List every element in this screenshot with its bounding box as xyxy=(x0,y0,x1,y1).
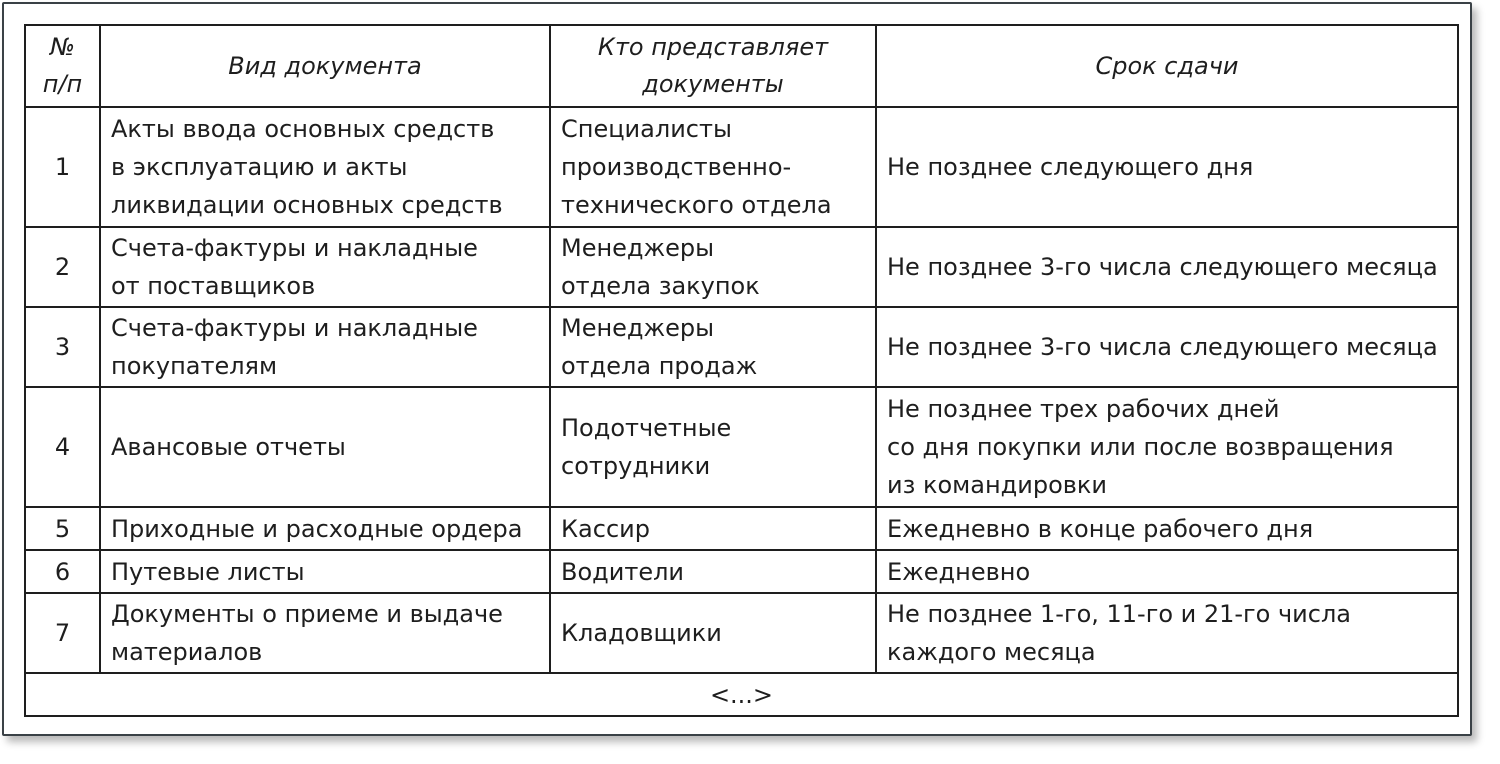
table-row xyxy=(25,107,1458,227)
cell-line: Кладовщики xyxy=(561,619,722,647)
cell-line: со дня покупки или после возвращения xyxy=(887,433,1394,461)
row-number: 2 xyxy=(25,227,100,307)
cell-line: от поставщиков xyxy=(111,272,316,300)
cell-deadline xyxy=(876,387,1458,507)
cell-line: Счета-фактуры и накладные xyxy=(111,234,478,262)
cell-line: отдела продаж xyxy=(561,352,758,380)
cell-line: Ежедневно в конце рабочего дня xyxy=(887,514,1314,543)
cell-submitted-by xyxy=(550,550,876,593)
row-number: 3 xyxy=(25,307,100,387)
cell-document-type xyxy=(100,387,550,507)
cell-line: Путевые листы xyxy=(111,557,305,586)
table-row xyxy=(25,227,1458,307)
cell-line: Водители xyxy=(561,557,685,586)
cell-submitted-by xyxy=(550,593,876,673)
cell-line: Подотчетные xyxy=(561,414,732,442)
table-row xyxy=(25,387,1458,507)
cell-line: Не позднее 3-го числа следующего месяца xyxy=(887,253,1438,281)
cell-submitted-by xyxy=(550,507,876,550)
cell-deadline xyxy=(876,107,1458,227)
row-number: 4 xyxy=(25,387,100,507)
header-deadline: Срок сдачи xyxy=(876,25,1458,107)
row-number: 5 xyxy=(25,507,100,550)
cell-line: Акты ввода основных средств xyxy=(111,115,495,143)
cell-deadline xyxy=(876,307,1458,387)
cell-line: Счета-фактуры и накладные xyxy=(111,314,478,342)
cell-deadline xyxy=(876,227,1458,307)
table-row xyxy=(25,507,1458,550)
header-number: № п/п xyxy=(25,25,100,107)
cell-line: покупателям xyxy=(111,352,278,380)
cell-line: сотрудники xyxy=(561,452,711,480)
cell-line: Не позднее 1-го, 11-го и 21-го числа xyxy=(887,600,1351,628)
cell-submitted-by xyxy=(550,387,876,507)
cell-line: в эксплуатацию и акты xyxy=(111,153,408,181)
cell-line: Не позднее трех рабочих дней xyxy=(887,395,1280,423)
cell-document-type xyxy=(100,507,550,550)
cell-document-type xyxy=(100,307,550,387)
document-schedule-table xyxy=(24,24,1459,717)
cell-line: каждого месяца xyxy=(887,638,1096,666)
continuation-row xyxy=(25,673,1458,716)
cell-document-type xyxy=(100,593,550,673)
cell-deadline xyxy=(876,507,1458,550)
continuation-marker: <...> xyxy=(25,673,1458,716)
row-number: 1 xyxy=(25,107,100,227)
cell-line: производственно- xyxy=(561,153,792,181)
cell-line: отдела закупок xyxy=(561,272,760,300)
cell-line: Авансовые отчеты xyxy=(111,433,346,461)
document-frame xyxy=(2,2,1472,736)
cell-deadline xyxy=(876,550,1458,593)
cell-line: Специалисты xyxy=(561,115,732,143)
cell-line: Ежедневно xyxy=(887,557,1031,586)
cell-document-type xyxy=(100,227,550,307)
cell-line: Менеджеры xyxy=(561,314,715,342)
header-document-type: Вид документа xyxy=(100,25,550,107)
cell-submitted-by xyxy=(550,107,876,227)
table-row xyxy=(25,550,1458,593)
cell-line: Не позднее 3-го числа следующего месяца xyxy=(887,333,1438,361)
header-submitted-by: Кто представляет документы xyxy=(550,25,876,107)
cell-line: Приходные и расходные ордера xyxy=(111,514,523,543)
cell-submitted-by xyxy=(550,307,876,387)
cell-line: Документы о приеме и выдаче xyxy=(111,600,503,628)
cell-document-type xyxy=(100,550,550,593)
cell-line: из командировки xyxy=(887,471,1108,499)
cell-line: ликвидации основных средств xyxy=(111,191,503,219)
cell-line: технического отдела xyxy=(561,191,832,219)
cell-line: материалов xyxy=(111,638,263,666)
table-row xyxy=(25,307,1458,387)
cell-document-type xyxy=(100,107,550,227)
table-row xyxy=(25,593,1458,673)
cell-line: Кассир xyxy=(561,514,650,543)
cell-deadline xyxy=(876,593,1458,673)
cell-line: Не позднее следующего дня xyxy=(887,153,1254,181)
cell-line: Менеджеры xyxy=(561,234,715,262)
row-number: 7 xyxy=(25,593,100,673)
header-row xyxy=(25,25,1458,107)
cell-submitted-by xyxy=(550,227,876,307)
row-number: 6 xyxy=(25,550,100,593)
